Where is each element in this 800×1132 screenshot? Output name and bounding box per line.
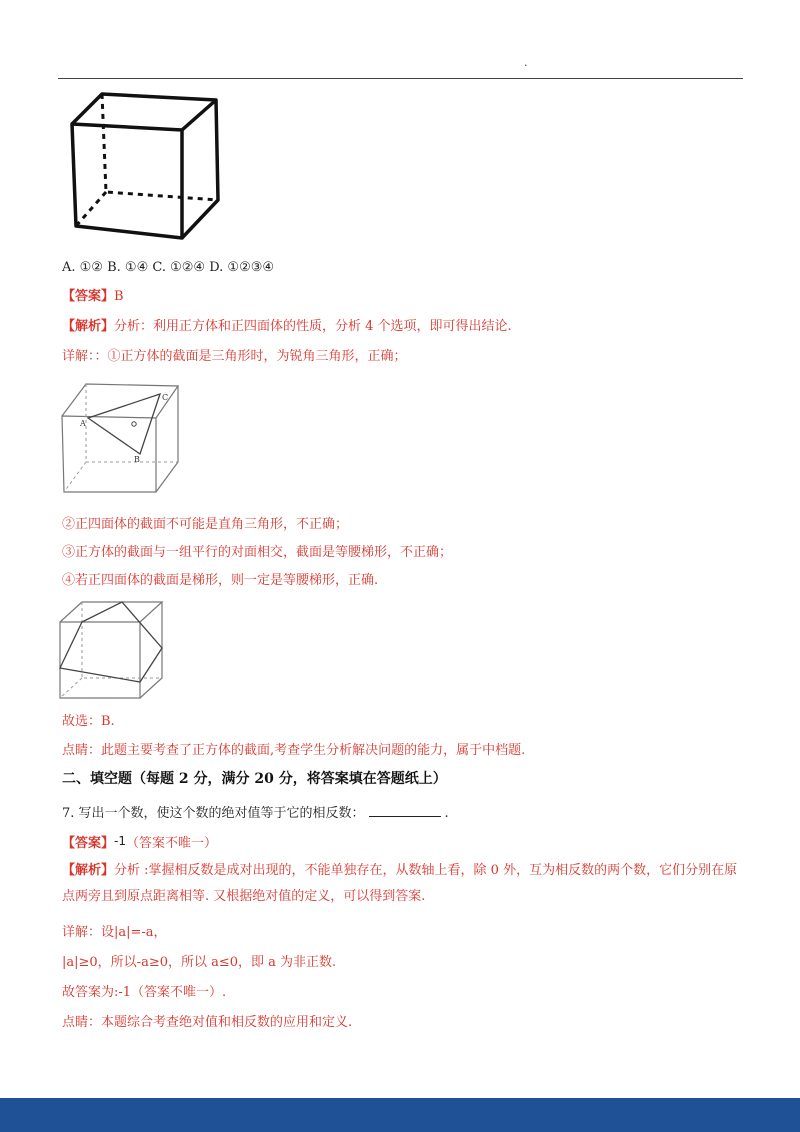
q6-detail-3: ③正方体的截面与一组平行的对面相交，截面是等腰梯形，不正确； — [62, 545, 453, 560]
q7-answer-value: -1 — [114, 834, 126, 848]
cube-hidden-edges — [76, 94, 218, 226]
q6-detail-2: ②正四面体的截面不可能是直角三角形，不正确； — [62, 517, 349, 532]
label-a: A — [80, 419, 86, 428]
header-dot: . — [524, 56, 528, 69]
header-rule — [58, 78, 743, 79]
cube-figure — [66, 92, 226, 242]
label-c: C — [162, 393, 169, 402]
q7-answer-tag: 【答案】 — [62, 836, 115, 851]
q6-comment: 点睛：此题主要考查了正方体的截面,考查学生分析解决问题的能力，属于中档题. — [62, 743, 526, 758]
q7-detail-3: 故答案为:-1（答案不唯一）. — [62, 985, 227, 1000]
q6-answer — [62, 288, 124, 306]
q7-comment: 点睛：本题综合考查绝对值和相反数的应用和定义. — [62, 1015, 353, 1030]
q7-stem — [62, 802, 449, 823]
cube-triangle-section-figure — [60, 380, 180, 496]
q6-answer-tag: 【答案】 — [62, 289, 115, 304]
triangle-section — [88, 394, 160, 454]
q6-options: A. ①② B. ①④ C. ①②④ D. ①②③④ — [62, 260, 275, 275]
q6-analysis — [62, 318, 512, 336]
q7-answer-blank — [369, 802, 441, 817]
q7-detail-1: 详解：设|a|=-a， — [62, 925, 167, 940]
q6-analysis-text: 分析：利用正方体和正四面体的性质，分析 4 个选项，即可得出结论. — [114, 319, 512, 334]
q7-analysis-tag: 【解析】 — [62, 863, 115, 878]
q6-detail-1: 详解：：①正方体的截面是三角形时，为锐角三角形，正确； — [62, 349, 407, 364]
q7-stem-after: . — [444, 806, 449, 821]
cube-front-face — [72, 124, 182, 238]
q7-answer — [62, 832, 217, 853]
q7-stem-before: 7. 写出一个数，使这个数的绝对值等于它的相反数： — [62, 806, 365, 821]
section-2-heading: 二、填空题（每题 2 分，满分 20 分，将答案填在答题纸上） — [62, 771, 447, 787]
label-b: B — [134, 455, 140, 464]
q6-answer-value: B — [114, 289, 124, 304]
q7-answer-note: （答案不唯一） — [125, 836, 217, 851]
cube-right-edge — [182, 100, 218, 238]
q6-detail-4: ④若正四面体的截面是梯形，则一定是等腰梯形，正确. — [62, 573, 379, 588]
q7-detail-2: |a|≥0，所以-a≥0，所以 a≤0，即 a 为非正数. — [62, 955, 337, 970]
q6-analysis-tag: 【解析】 — [62, 319, 115, 334]
q7-analysis — [62, 858, 742, 910]
q6-conclusion: 故选：B. — [62, 714, 115, 729]
trapezoid-section — [60, 602, 162, 682]
cube-trapezoid-section-figure — [58, 600, 166, 700]
q7-analysis-text: 分析 :掌握相反数是成对出现的，不能单独存在，从数轴上看，除 0 外，互为相反数的两个数，它们分别在原点两旁且到原点距离相等. 又根据绝对值的定义，可以得到答案. — [62, 863, 738, 904]
footer-bar — [0, 1098, 800, 1132]
